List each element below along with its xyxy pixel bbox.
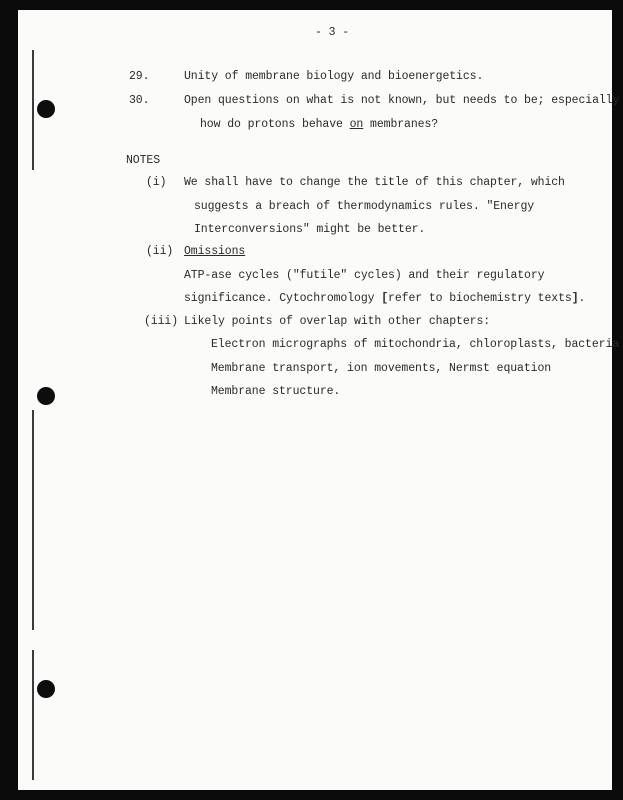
- item-text: Unity of membrane biology and bioenergetics.: [184, 70, 484, 83]
- note-label: (i): [146, 176, 167, 189]
- notes-heading: NOTES: [126, 154, 161, 167]
- note-text: [184, 292, 585, 305]
- underlined-word: on: [349, 118, 364, 131]
- note-label: (ii): [146, 245, 174, 258]
- handwritten-bracket: [: [381, 292, 389, 305]
- item-text: Open questions on what is not known, but needs to be; especially: [184, 94, 620, 107]
- item-text-continued: [200, 118, 438, 131]
- note-text: ATP-ase cycles ("futile" cycles) and their regulatory: [184, 269, 545, 282]
- text-run: refer to biochemistry texts: [388, 292, 572, 305]
- text-run: significance. Cytochromology: [184, 292, 382, 305]
- text-run: .: [578, 292, 586, 305]
- item-number: 30.: [129, 94, 150, 107]
- binder-edge-mark: [32, 410, 34, 630]
- overlap-item: Membrane transport, ion movements, Nermst equation: [211, 362, 552, 375]
- binder-edge-mark: [32, 650, 34, 780]
- text-run: membranes?: [363, 118, 439, 131]
- handwritten-bracket: ]: [571, 292, 579, 305]
- document-page: [18, 10, 620, 790]
- punch-hole: [37, 680, 55, 698]
- note-text: Interconversions" might be better.: [194, 223, 426, 236]
- note-text: suggests a breach of thermodynamics rules. "Energy: [194, 200, 535, 213]
- note-text: We shall have to change the title of this chapter, which: [184, 176, 565, 189]
- text-run: how do protons behave: [200, 118, 350, 131]
- overlap-item: Membrane structure.: [211, 385, 341, 398]
- item-number: 29.: [129, 70, 150, 83]
- note-title: Omissions: [184, 245, 246, 258]
- page-number: - 3 -: [315, 26, 350, 39]
- binder-edge-mark: [32, 50, 34, 170]
- note-label: (iii): [144, 315, 179, 328]
- punch-hole: [37, 387, 55, 405]
- punch-hole: [37, 100, 55, 118]
- note-text: Likely points of overlap with other chapters:: [184, 315, 491, 328]
- overlap-item: Electron micrographs of mitochondria, chloroplasts, bacteria: [211, 338, 620, 351]
